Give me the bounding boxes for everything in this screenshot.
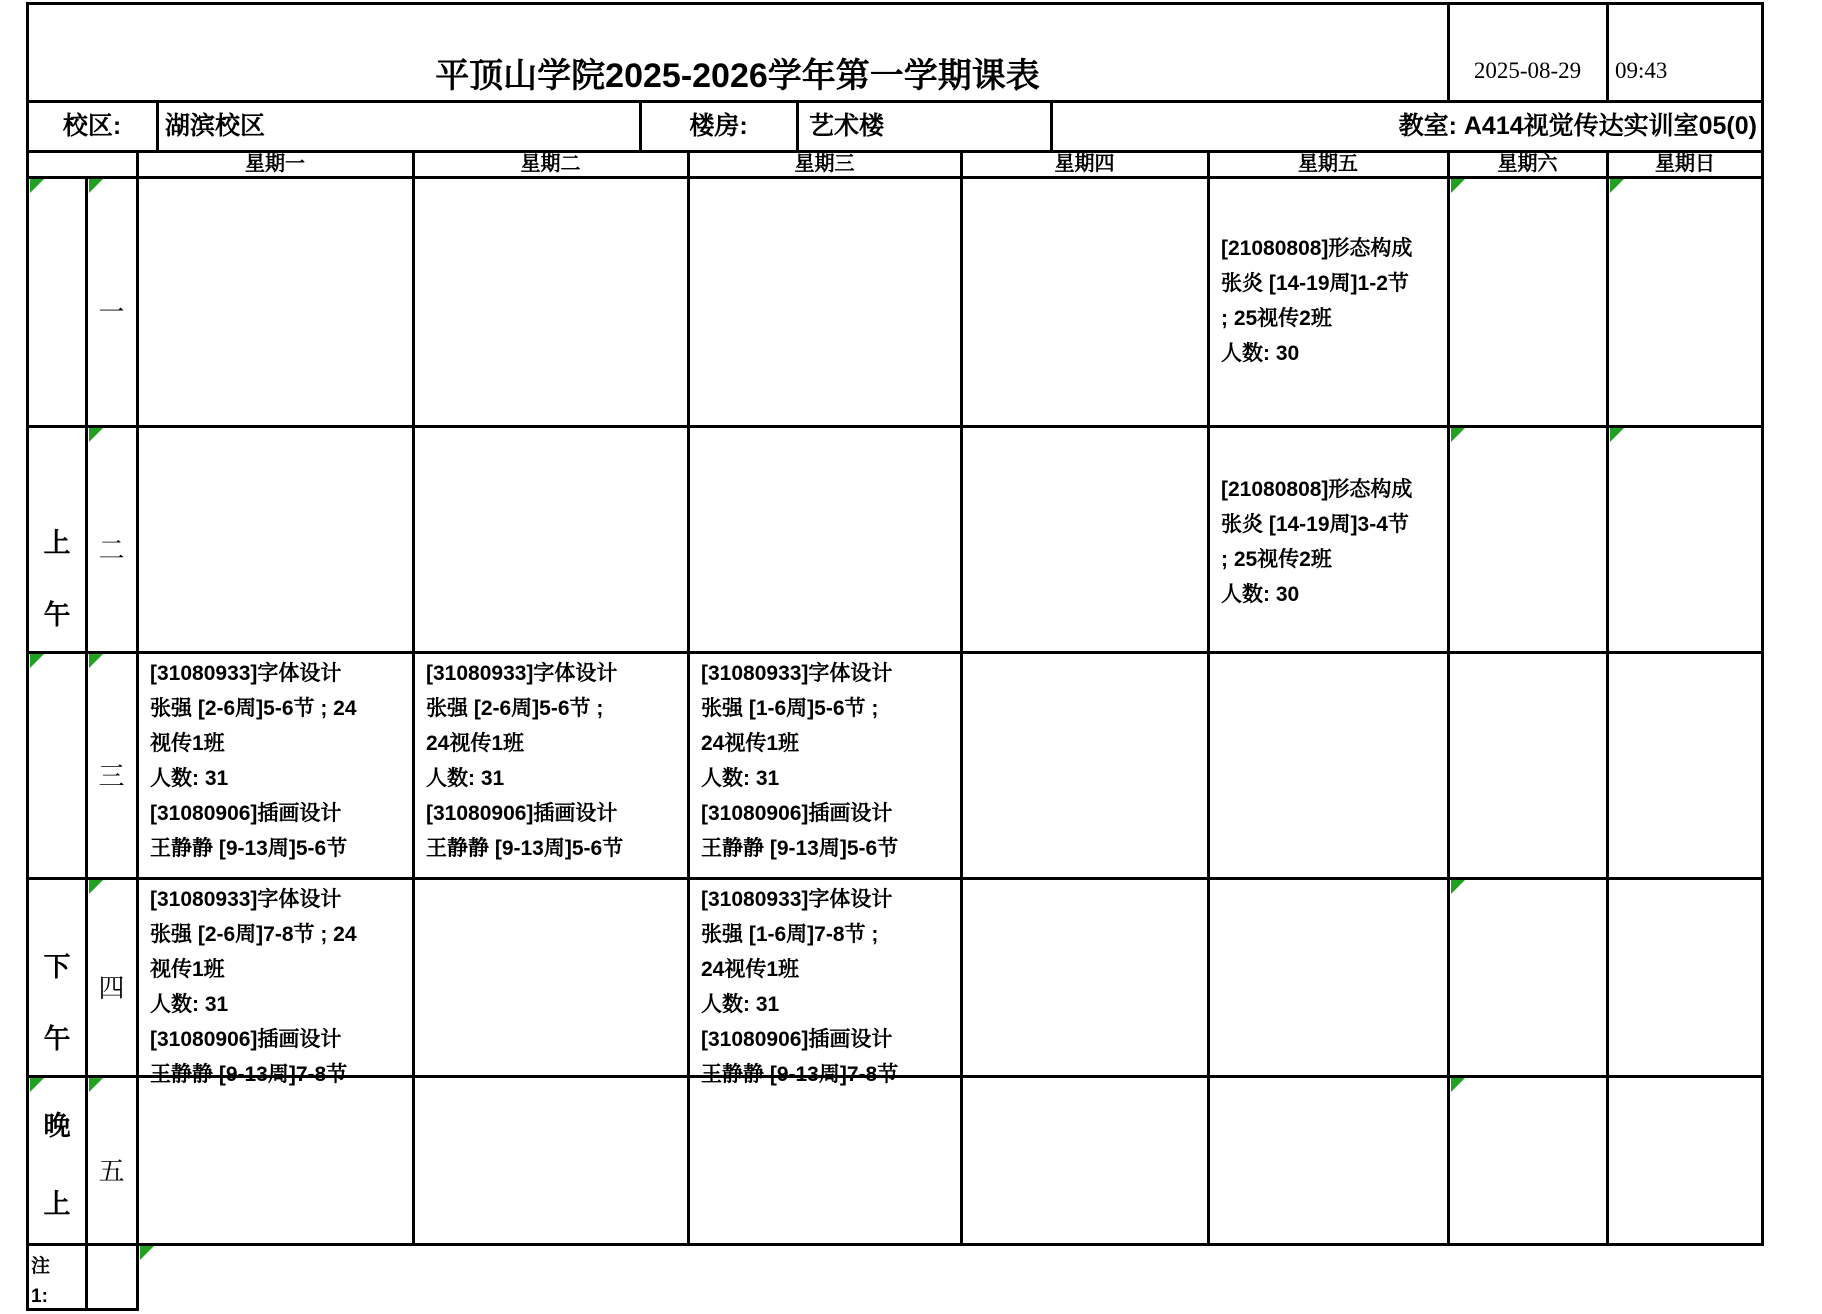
campus-label: 校区: bbox=[62, 112, 122, 140]
day-header-monday: 星期一 bbox=[245, 153, 305, 175]
course-line: [31080906]插画设计 bbox=[150, 802, 342, 825]
grid-line bbox=[26, 1243, 1764, 1246]
day-header-wednesday: 星期三 bbox=[794, 153, 855, 175]
course-line: ; 25视传2班 bbox=[1221, 307, 1332, 330]
building-value: 艺术楼 bbox=[809, 112, 885, 140]
session-label-evening: 晚上 bbox=[43, 1111, 71, 1219]
course-line: 张强 [2-6周]7-8节 ; 24 bbox=[150, 923, 357, 946]
course-cell-wednesday-period4 bbox=[691, 880, 972, 1086]
course-cell-friday-period2 bbox=[1211, 428, 1459, 692]
course-line: [31080933]字体设计 bbox=[426, 662, 618, 685]
period-label-4: 四 bbox=[98, 972, 125, 1003]
course-line: [31080933]字体设计 bbox=[701, 662, 893, 685]
course-cell-monday-period4 bbox=[140, 880, 424, 1086]
course-line: [31080933]字体设计 bbox=[701, 888, 893, 911]
note-line: 1: bbox=[31, 1286, 48, 1307]
session-label-morning: 上午 bbox=[43, 528, 71, 630]
course-line: [31080906]插画设计 bbox=[701, 1028, 893, 1051]
grid-line bbox=[1207, 150, 1210, 1243]
course-line: [31080906]插画设计 bbox=[426, 802, 618, 825]
green-triangle-icon bbox=[140, 1246, 154, 1260]
course-line: 人数: 31 bbox=[150, 767, 229, 790]
course-line: 人数: 30 bbox=[1221, 342, 1300, 365]
course-line: 24视传1班 bbox=[701, 958, 800, 981]
day-header-thursday: 星期四 bbox=[1054, 153, 1115, 175]
campus-value: 湖滨校区 bbox=[165, 112, 266, 140]
course-line: 人数: 31 bbox=[426, 767, 505, 790]
course-line: [21080808]形态构成 bbox=[1221, 237, 1413, 260]
course-line: ; 25视传2班 bbox=[1221, 548, 1332, 571]
green-triangle-icon bbox=[1610, 428, 1624, 442]
course-line: 张强 [1-6周]7-8节 ; bbox=[701, 923, 879, 946]
building-label: 楼房: bbox=[689, 112, 748, 140]
period-label-1: 一 bbox=[98, 297, 125, 327]
course-line: 王静静 [9-13周]5-6节 bbox=[426, 837, 624, 860]
course-line: 王静静 [9-13周]7-8节 bbox=[150, 1063, 348, 1086]
grid-line bbox=[1761, 2, 1764, 1243]
print-time: 09:43 bbox=[1615, 58, 1668, 83]
course-line: 视传1班 bbox=[150, 732, 225, 755]
room-label: 教室: bbox=[1398, 112, 1457, 140]
day-header-friday: 星期五 bbox=[1298, 153, 1358, 175]
session-label-afternoon: 下午 bbox=[43, 952, 71, 1054]
course-line: 王静静 [9-13周]7-8节 bbox=[701, 1063, 899, 1086]
grid-line bbox=[26, 425, 1764, 428]
course-line: 张炎 [14-19周]1-2节 bbox=[1221, 272, 1409, 295]
course-line: 视传1班 bbox=[150, 958, 225, 981]
course-line: [31080906]插画设计 bbox=[701, 802, 893, 825]
course-line: [31080906]插画设计 bbox=[150, 1028, 342, 1051]
course-line: 24视传1班 bbox=[426, 732, 525, 755]
course-line: 王静静 [9-13周]5-6节 bbox=[150, 837, 348, 860]
course-line: [31080933]字体设计 bbox=[150, 888, 342, 911]
grid-line bbox=[1606, 150, 1609, 1243]
course-line: 张强 [1-6周]5-6节 ; bbox=[701, 697, 879, 720]
course-line: 张强 [2-6周]5-6节 ; bbox=[426, 697, 604, 720]
grid-line bbox=[26, 2, 29, 1310]
course-line: 人数: 30 bbox=[1221, 583, 1300, 606]
note-line: 注 bbox=[31, 1256, 51, 1277]
course-line: 人数: 31 bbox=[701, 993, 780, 1016]
course-line: 24视传1班 bbox=[701, 732, 800, 755]
print-date: 2025-08-29 bbox=[1473, 58, 1582, 83]
course-line: 王静静 [9-13周]5-6节 bbox=[701, 837, 899, 860]
green-triangle-icon bbox=[1610, 179, 1624, 193]
note-label bbox=[27, 1246, 87, 1312]
day-header-saturday: 星期六 bbox=[1497, 153, 1558, 175]
period-label-3: 三 bbox=[98, 760, 125, 791]
green-triangle-icon bbox=[1451, 880, 1465, 894]
course-cell-wednesday-period3 bbox=[691, 654, 972, 876]
course-line: [21080808]形态构成 bbox=[1221, 478, 1413, 501]
period-label-2: 二 bbox=[98, 534, 125, 565]
period-label-5: 五 bbox=[98, 1155, 125, 1186]
room-value: A414视觉传达实训室05(0) bbox=[1463, 112, 1757, 140]
course-cell-tuesday-period3 bbox=[416, 654, 699, 876]
day-header-sunday: 星期日 bbox=[1655, 153, 1715, 175]
course-line: 人数: 31 bbox=[701, 767, 780, 790]
course-line: 张强 [2-6周]5-6节 ; 24 bbox=[150, 697, 357, 720]
course-cell-monday-period3 bbox=[140, 654, 424, 876]
course-line: [31080933]字体设计 bbox=[150, 662, 342, 685]
grid-line bbox=[26, 176, 1764, 179]
course-line: 人数: 31 bbox=[150, 993, 229, 1016]
green-triangle-icon bbox=[1451, 1078, 1465, 1092]
day-header-tuesday: 星期二 bbox=[520, 153, 581, 175]
room-field bbox=[1051, 100, 1763, 150]
course-line: 张炎 [14-19周]3-4节 bbox=[1221, 513, 1409, 536]
page-title: 平顶山学院2025-2026学年第一学期课表 bbox=[435, 57, 1040, 95]
